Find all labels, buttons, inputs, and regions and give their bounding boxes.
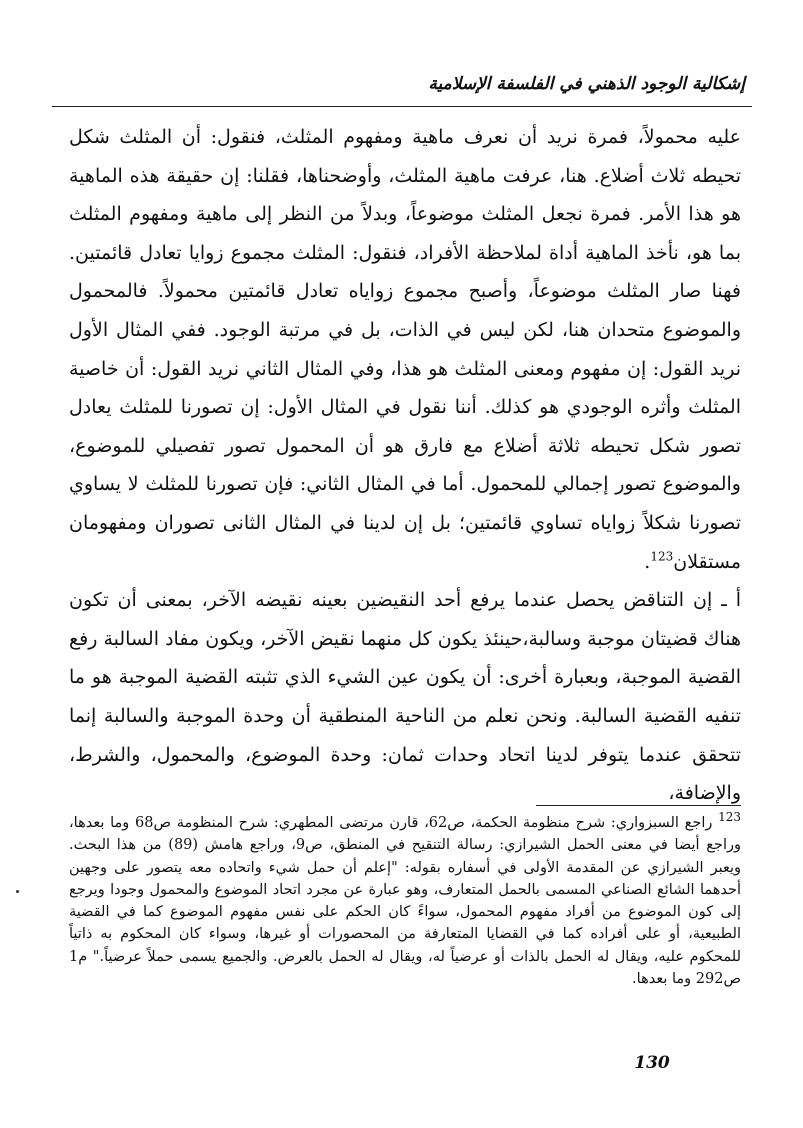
paragraph-2: أ ـ إن التناقض يحصل عندما يرفع أحد النقيضين بعينه نقيضه الآخر، بمعنى أن تكون هناك قضيتان موجبة وسالبة،حينئذ يكون كل منهما نقيض الآخر، ويكون مفاد السالبة رفع القضية الموجبة، وبعبارة أخرى: أن يكون عين الشيء الذي تثبته القضية الموجبة هو ما تنفيه القضية السالبة. ونحن نعلم من الناحية المنطقية أن وحدة الموجبة والسالبة إنما تتحقق عندما يتوفر لدينا اتحاد وحدات ثمان: وحدة الموضوع، والمحمول، والشرط، والإضافة، <box>69 589 741 805</box>
running-header: إشكالية الوجود الذهني في الفلسفة الإسلامية <box>428 74 745 94</box>
header-rule <box>52 106 752 107</box>
margin-mark <box>16 890 19 893</box>
page-number: 130 <box>634 1053 670 1073</box>
footnote-rule <box>536 805 741 806</box>
body-text <box>69 118 741 813</box>
footnotes <box>69 812 741 990</box>
footnote-text: راجع السبزواري: شرح منظومة الحكمة، ص62، قارن مرتضى المطهري: شرح المنظومة ص68 وما بعدها، وراجع أيضا في معنى الحمل الشيرازي: رسالة التنقيح في المنطق، ص9، وراجع هامش (89) من هذا البحث. ويعبر الشيرازي عن المقدمة الأولى في أسفاره بقوله: "إعلم أن حمل شيء واتحاده معه يتصور على وجهين أحدهما الشائع الصناعي المسمى بالحمل المتعارف، وهو عبارة عن مجرد اتحاد الموضوع والمحمول وجودا ويرجع إلى كون الموضوع من أفراد مفهوم المحمول، سواءً كان الحكم على نفس مفهوم الموضوع كما في القضية الطبيعية، أو على أفراده كما في القضايا المتعارفة من المحصورات أو غيرها، وسواء كان المحكوم به ذاتياً للمحكوم عليه، ويقال له الحمل بالذات أو عرضياً له، ويقال له الحمل بالعرض. والجميع يسمى حملاً عرضياً." م1 ص292 وما بعدها. <box>69 815 741 988</box>
paragraph-1-text: عليه محمولاً، فمرة نريد أن نعرف ماهية ومفهوم المثلث، فنقول: أن المثلث شكل تحيطه ثلاث أضلاع. هنا، عرفت ماهية المثلث، وأوضحناها، فقلنا: إن حقيقة هذه الماهية هو هذا الأمر. فمرة نجعل المثلث موضوعاً، وبدلاً من النظر إلى ماهية ومفهوم المثلث بما هو، نأخذ الماهية أداة لملاحظة الأفراد، فنقول: المثلث مجموع زوايا تعادل قائمتين. فهنا صار المثلث موضوعاً، وأصبح مجموع زواياه تعادل قائمتين محمولاً. فالمحمول والموضوع متحدان هنا، لكن ليس في الذات، بل في مرتبة الوجود. ففي المثال الأول نريد القول: إن مفهوم ومعنى المثلث هو هذا، وفي المثال الثاني نريد القول: أن خاصية المثلث وأثره الوجودي هو كذلك. أننا نقول في المثال الأول: إن تصورنا للمثلث يعادل تصور شكل تحيطه ثلاثة أضلاع مع فارق هو أن المحمول تصور تفصيلي للموضوع، والموضوع تصور إجمالي للمحمول. أما في المثال الثاني: فإن تصورنا للمثلث لا يساوي تصورنا شكلاً زواياه تساوي قائمتين؛ بل إن لدينا في المثال الثانى تصوران ومفهومان مستقلان <box>69 126 741 573</box>
footnote-number: 123 <box>718 810 742 825</box>
footnote-123 <box>69 812 741 990</box>
paragraph-1 <box>69 118 741 581</box>
footnote-ref[interactable]: 123 <box>650 549 674 564</box>
paragraph-1-end: . <box>644 550 651 573</box>
